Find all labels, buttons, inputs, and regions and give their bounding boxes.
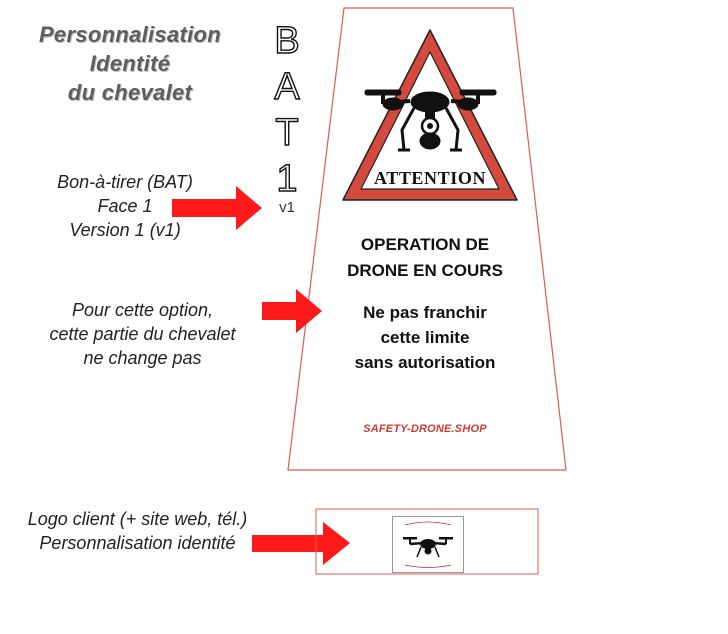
client-logo-drone-icon — [393, 517, 463, 572]
bat-version-label: v1 — [279, 199, 295, 216]
logo-note-line-2: Personnalisation identité — [39, 533, 236, 553]
restriction-line-1: Ne pas franchir — [363, 303, 487, 322]
bat-number-1: 1 — [276, 158, 298, 200]
client-logo — [392, 516, 464, 573]
operation-title-line-2: DRONE EN COURS — [347, 261, 503, 280]
operation-title-line-1: OPERATION DE — [360, 235, 490, 254]
restriction-line-2: cette limite — [380, 328, 470, 347]
arrow-to-client-logo — [252, 522, 350, 565]
operation-title — [330, 232, 520, 284]
option-note-line-2: cette partie du chevalet — [49, 324, 236, 344]
bat-note-line-3: Version 1 (v1) — [69, 220, 181, 240]
bat-note-line-2: Face 1 — [97, 196, 153, 216]
heading-line-1: Personnalisation — [38, 22, 222, 47]
attention-label: ATTENTION — [373, 168, 487, 188]
option-note-line-3: ne change pas — [83, 348, 202, 368]
bat-note-line-1: Bon-à-tirer (BAT) — [57, 172, 193, 192]
heading-line-2: Identité — [89, 51, 171, 76]
bat-letter-a: A — [274, 66, 300, 108]
shop-url: SAFETY-DRONE.SHOP — [363, 423, 487, 435]
restriction-line-3: sans autorisation — [354, 353, 496, 372]
restriction-message — [330, 300, 520, 375]
bat-letter-t: T — [275, 112, 299, 154]
arrow-to-bat-marker — [172, 186, 262, 230]
option-note-line-1: Pour cette option, — [71, 300, 214, 320]
logo-note-line-1: Logo client (+ site web, tél.) — [27, 509, 248, 529]
heading-line-3: du chevalet — [67, 80, 193, 105]
bat-letter-b: B — [274, 20, 300, 62]
